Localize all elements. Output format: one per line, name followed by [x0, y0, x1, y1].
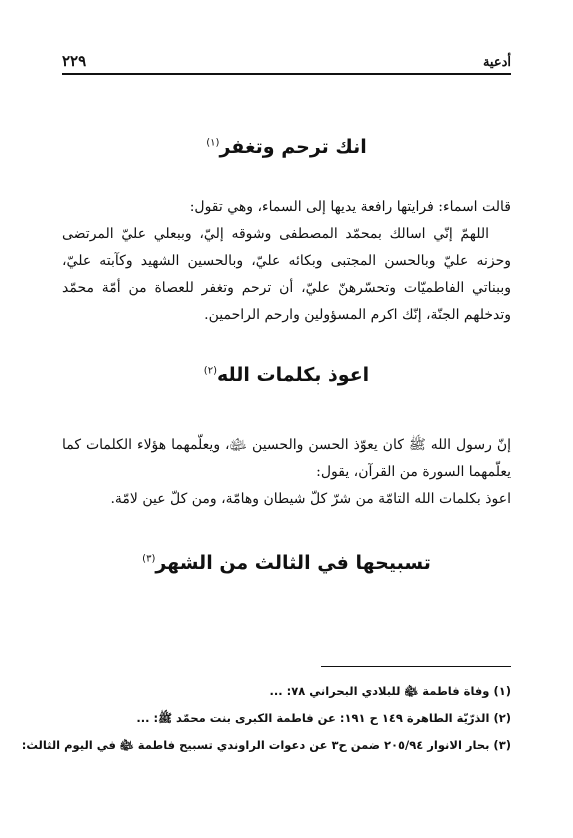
section-body [62, 194, 511, 329]
footnote-ref: (٣) [142, 553, 156, 565]
footnote: (٣) بحار الانوار ٢٠٥/٩٤ ضمن ح٣ عن دعوات الراوندي تسبيح فاطمة ﵍ في اليوم الثالث: [21, 738, 511, 752]
footnote: (١) وفاة فاطمة ﵍ للبلادي البحراني ٧٨: ... [269, 684, 511, 698]
running-title: أدعية [482, 55, 511, 70]
running-header [62, 48, 511, 75]
heading-text: تسبيحها في الثالث من الشهر [155, 552, 431, 574]
footnote-ref: (٢) [203, 365, 217, 377]
footnotes [21, 678, 511, 759]
section-heading [62, 136, 511, 158]
body-paragraph: إنّ رسول الله ﷺ كان يعوّذ الحسن والحسين ﵉، ويعلّمهما هؤلاء الكلمات كما يعلّمهما السورة من القرآن، يقول: [62, 437, 511, 480]
footnote-ref: (١) [206, 137, 220, 149]
section-heading [62, 552, 511, 574]
body-paragraph: اللهمّ إنّي اسالك بمحمّد المصطفى وشوقه إليّ، وببعلي عليّ المرتضى وحزنه عليّ وبالحسن المجتبى وبكائه عليّ، وبالحسين الشهيد وكآبته عليّ، وببناتي الفاطميّات وتحسّرهنّ عليّ، أن ترحم وتغفر للعصاة من أمّة محمّد وتدخلهم الجنّة، إنّك اكرم المسؤولين وارحم الراحمين. [62, 226, 511, 323]
section-heading [62, 364, 511, 386]
heading-text: اعوذ بكلمات الله [216, 364, 370, 386]
footnote-divider [321, 666, 511, 667]
page-number: ٢٢٩ [62, 52, 87, 70]
body-line: اعوذ بكلمات الله التامّة من شرّ كلّ شيطان وهامّة، ومن كلّ عين لامّة. [110, 491, 511, 507]
heading-text: انك ترحم وتغفر [219, 136, 367, 158]
section-body [62, 432, 511, 513]
body-line: قالت اسماء: فرايتها رافعة يديها إلى السماء، وهي تقول: [189, 199, 511, 215]
footnote: (٢) الذرّيّة الطاهرة ١٤٩ ح ١٩١: عن فاطمة الكبرى بنت محمّد ﷺ: ... [136, 711, 511, 725]
